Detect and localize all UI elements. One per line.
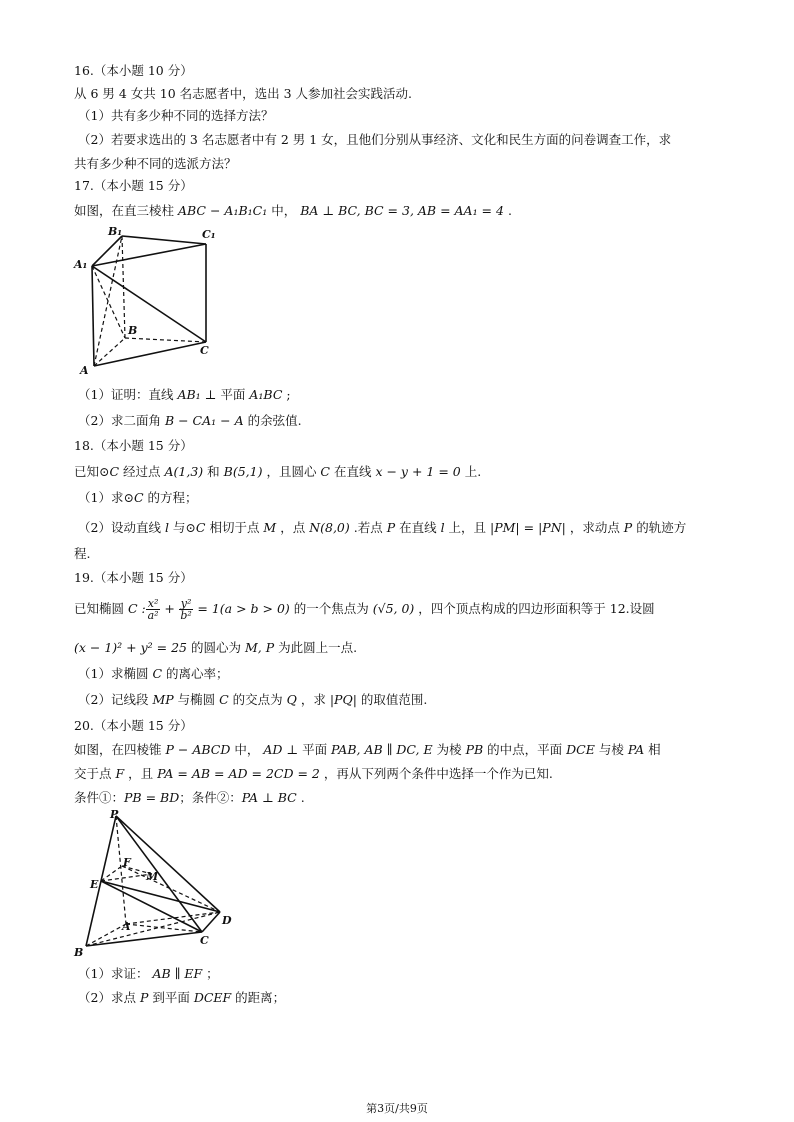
q18-p2-m7: |PM| = |PN| — [490, 520, 566, 535]
q20-p1-t1: （1）求证： — [78, 966, 153, 981]
label-C: C — [200, 934, 209, 947]
q20-l3-t3: . — [296, 790, 305, 805]
q18-t4: ，且圆心 — [262, 464, 321, 479]
q20-l1-m1: P − ABCD — [165, 742, 231, 757]
q19-frac-y-num: y² — [180, 597, 192, 610]
q16-heading: 16.（本小题 10 分） — [74, 63, 193, 78]
label-B: B — [74, 946, 84, 959]
q19-p2-t5: 的取值范围. — [356, 692, 428, 707]
q17-dihedral: B − CA₁ − A — [164, 413, 244, 428]
q20-l1-m6: PA — [627, 742, 645, 757]
q20-pyramid-figure — [70, 808, 240, 960]
q17-prism-figure — [70, 226, 230, 378]
q18-p2-m2: C — [195, 520, 206, 535]
q20-l3-m2: PA ⊥ BC — [241, 790, 297, 805]
q17-stem-end: . — [503, 203, 512, 218]
q19-l2-m1: M, P — [244, 640, 275, 655]
q20-l1-m5: DCE — [566, 742, 595, 757]
q19-p2-m2: C — [219, 692, 229, 707]
q18-t3: 和 — [203, 464, 224, 479]
q19-m1: C : — [127, 601, 146, 616]
q17-prism-name: ABC − A₁B₁C₁ — [177, 203, 268, 218]
q18-line-eq: x − y + 1 = 0 — [375, 464, 461, 479]
q17-part1-end: ; — [282, 387, 291, 402]
q20-l1-t6: 与棱 — [594, 742, 628, 757]
q17-heading: 17.（本小题 15 分） — [74, 178, 193, 193]
q20-l1-m2: AD ⊥ — [263, 742, 299, 757]
q17-part1-mid: ⊥ 平面 — [200, 387, 250, 402]
label-C: C — [200, 344, 209, 357]
q20-part1 — [78, 966, 219, 982]
q18-p2-t4: ，点 — [276, 520, 310, 535]
q18-part2-tail: 程. — [74, 546, 91, 561]
q20-l2-m2: PA = AB = AD = 2CD = 2 — [157, 766, 320, 781]
q20-l1-t2: 中， — [230, 742, 264, 757]
q17-stem-text: 如图，在直三棱柱 — [74, 203, 178, 218]
label-M: M — [146, 870, 159, 883]
q19-p2-m3: Q — [286, 692, 297, 707]
page-footer: 第3页/共9页 — [366, 1102, 428, 1115]
q18-p1-t2: 的方程； — [143, 490, 198, 505]
q20-l3-t1: 条件①： — [74, 790, 125, 805]
q17-part1 — [78, 387, 291, 403]
q17-stem-mid: 中， — [267, 203, 301, 218]
q19-p1-t2: 的离心率； — [162, 666, 229, 681]
q18-p2-t5: .若点 — [349, 520, 387, 535]
q20-l1-t3: 平面 — [298, 742, 332, 757]
q18-p2-t1: （2）设动直线 — [78, 520, 165, 535]
q19-frac-x-num: x² — [147, 597, 159, 610]
q20-l1-t5: 的中点，平面 — [483, 742, 567, 757]
q19-stem — [74, 596, 655, 622]
q19-part2 — [78, 692, 427, 708]
q20-l2-t2: ，且 — [124, 766, 158, 781]
label-B1: B₁ — [108, 226, 123, 238]
q19-t3: ，四个顶点构成的四边形面积等于 12.设圆 — [414, 601, 655, 616]
q20-p2-t1: （2）求点 — [78, 990, 140, 1005]
q20-l1-t4: 为棱 — [432, 742, 466, 757]
q20-l1-t7: 相 — [644, 742, 661, 757]
q20-l1-t1: 如图，在四棱锥 — [74, 742, 166, 757]
q18-p2-t7: 上，且 — [444, 520, 491, 535]
q20-p2-m2: DCEF — [193, 990, 232, 1005]
label-A1: A₁ — [74, 258, 88, 271]
q16-part2-line1: （2）若要求选出的 3 名志愿者中有 2 男 1 女，且他们分别从事经济、文化和民生方面的问卷调查工作，求 — [78, 132, 672, 147]
q20-p2-m1: P — [139, 990, 149, 1005]
q17-part2-text: （2）求二面角 — [78, 413, 165, 428]
q18-p2-t9: 的轨迹方 — [632, 520, 687, 535]
q19-stem-line2 — [74, 640, 357, 656]
q19-p2-t4: ，求 — [296, 692, 330, 707]
label-C1: C₁ — [202, 228, 216, 241]
q19-frac-x — [146, 598, 161, 621]
q18-t6: 上. — [460, 464, 482, 479]
q19-p2-m1: MP — [152, 692, 174, 707]
q20-p1-m1: AB ∥ EF — [152, 966, 203, 981]
q16-part1: （1）共有多少种不同的选择方法？ — [78, 108, 274, 123]
q19-t1: 已知椭圆 — [74, 601, 128, 616]
q18-p2-t2: 与⊙ — [168, 520, 196, 535]
q17-stem — [74, 203, 512, 219]
label-P: P — [110, 808, 119, 821]
q19-frac-y-den: b² — [180, 609, 192, 622]
q20-conditions — [74, 790, 305, 806]
q19-p2-t3: 的交点为 — [228, 692, 287, 707]
q18-p2-m4: N(8,0) — [309, 520, 350, 535]
q18-p2-m8: P — [623, 520, 633, 535]
q18-point-a: A(1,3) — [164, 464, 204, 479]
q19-l2-t2: 为此圆上一点. — [274, 640, 358, 655]
label-D: D — [222, 914, 232, 927]
q16-stem: 从 6 男 4 女共 10 名志愿者中，选出 3 人参加社会实践活动. — [74, 86, 413, 101]
q18-part2 — [78, 520, 686, 536]
q20-stem-line1 — [74, 742, 661, 758]
q19-l2-t1: 的圆心为 — [187, 640, 245, 655]
q20-part2 — [78, 990, 285, 1006]
q20-p2-t2: 到平面 — [148, 990, 194, 1005]
q18-heading: 18.（本小题 15 分） — [74, 438, 193, 453]
q19-frac-x-den: a² — [147, 609, 159, 622]
q20-l2-t1: 交于点 — [74, 766, 116, 781]
q19-circle-eq: (x − 1)² + y² = 25 — [74, 640, 188, 655]
q20-l1-m3: PAB, AB ∥ DC, E — [331, 742, 433, 757]
q19-heading: 19.（本小题 15 分） — [74, 570, 193, 585]
q20-heading: 20.（本小题 15 分） — [74, 718, 193, 733]
q19-focus: (√5, 0) — [372, 601, 415, 616]
label-A: A — [80, 364, 89, 377]
q17-part2 — [78, 413, 302, 429]
q20-l3-m1: PB = BD — [124, 790, 180, 805]
q19-p2-t1: （2）记线段 — [78, 692, 153, 707]
q17-plane-a1bc: A₁BC — [249, 387, 283, 402]
q19-plus: + — [160, 601, 179, 616]
q18-p2-m5: P — [386, 520, 396, 535]
q18-p1-t1: （1）求⊙ — [78, 490, 134, 505]
q18-p2-t3: 相切于点 — [205, 520, 264, 535]
q19-p2-m4: |PQ| — [329, 692, 357, 707]
q18-p2-m6: l — [440, 520, 445, 535]
q19-p2-t2: 与椭圆 — [173, 692, 220, 707]
q18-m1: C — [109, 464, 120, 479]
q18-point-b: B(5,1) — [223, 464, 263, 479]
q19-part1 — [78, 666, 229, 682]
q19-m2: = 1(a > b > 0) — [193, 601, 290, 616]
q18-p2-t6: 在直线 — [395, 520, 441, 535]
q20-l2-m1: F — [115, 766, 125, 781]
q19-frac-y — [179, 598, 194, 621]
q20-p2-t3: 的距离； — [231, 990, 286, 1005]
label-B: B — [128, 324, 138, 337]
q19-p1-m1: C — [152, 666, 163, 681]
q20-l3-t2: ；条件②： — [179, 790, 242, 805]
label-A: A — [122, 920, 131, 933]
q18-m2: C — [320, 464, 330, 479]
q17-conditions: BA ⊥ BC, BC = 3, AB = AA₁ = 4 — [300, 203, 504, 218]
q18-p1-m1: C — [133, 490, 144, 505]
q18-p2-m3: M — [263, 520, 277, 535]
label-F: F — [123, 856, 131, 869]
q17-part2-end: 的余弦值. — [243, 413, 302, 428]
q18-t2: 经过点 — [119, 464, 165, 479]
q16-part2-line2: 共有多少种不同的选派方法？ — [74, 156, 237, 171]
q20-l2-t3: ，再从下列两个条件中选择一个作为已知. — [319, 766, 553, 781]
q19-t2: 的一个焦点为 — [289, 601, 373, 616]
q18-stem — [74, 464, 481, 480]
q17-part1-text: （1）证明：直线 — [78, 387, 178, 402]
q20-l1-m4: PB — [465, 742, 484, 757]
label-E: E — [90, 878, 99, 891]
q18-t1: 已知⊙ — [74, 464, 110, 479]
q17-line-ab1: AB₁ — [177, 387, 201, 402]
q20-p1-t2: ； — [202, 966, 219, 981]
q20-stem-line2 — [74, 766, 553, 782]
q18-part1 — [78, 490, 198, 506]
q18-t5: 在直线 — [330, 464, 376, 479]
q19-p1-t1: （1）求椭圆 — [78, 666, 153, 681]
q18-p2-m1: l — [164, 520, 169, 535]
q18-p2-t8: ，求动点 — [565, 520, 624, 535]
